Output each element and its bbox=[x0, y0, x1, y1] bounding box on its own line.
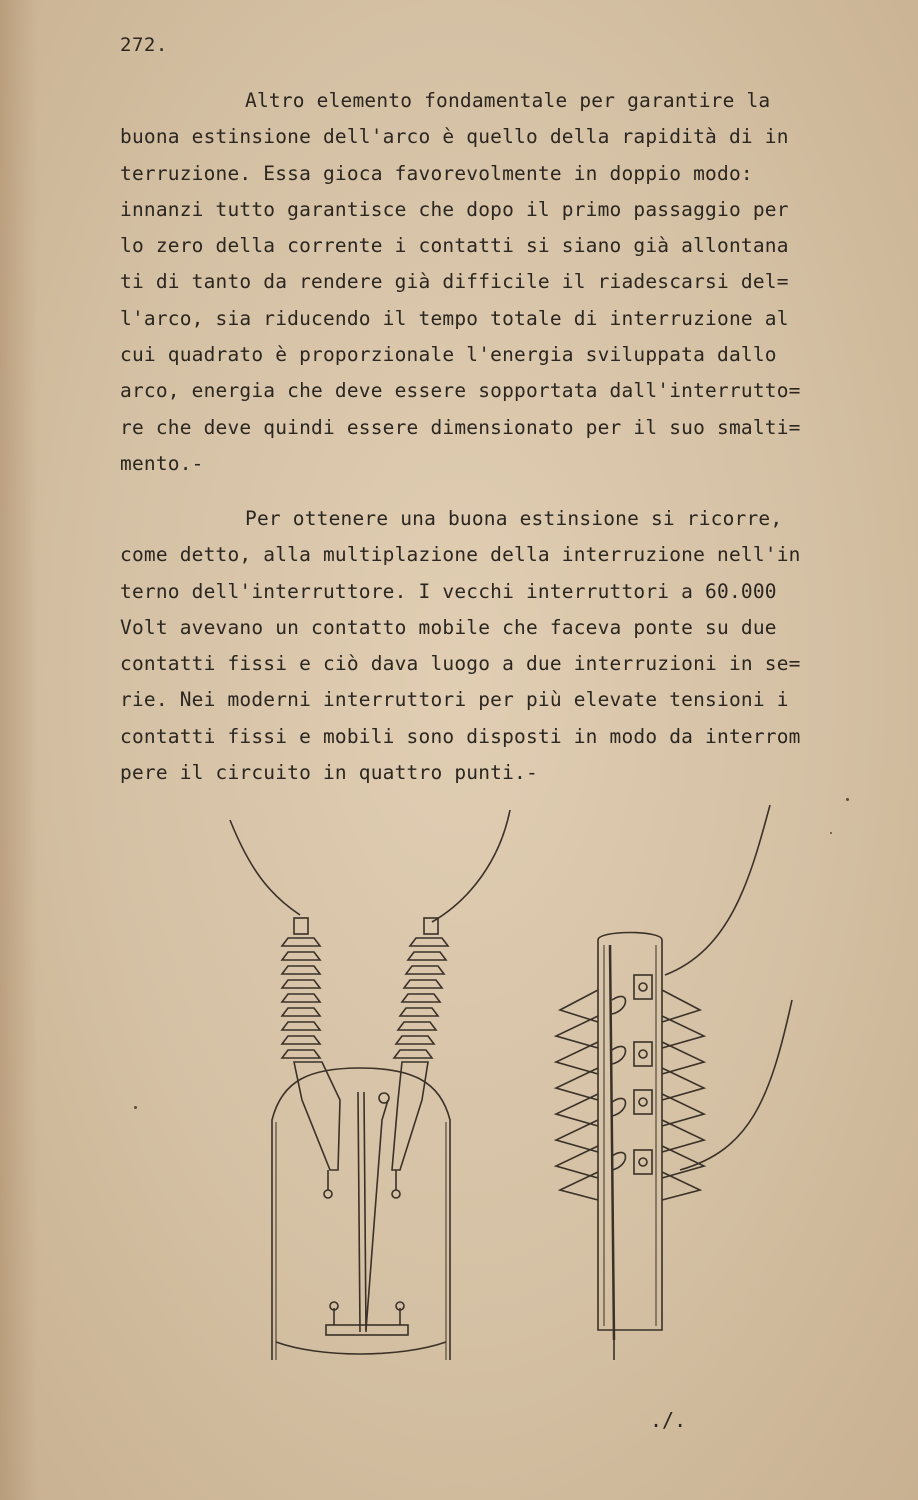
text-line: contatti fissi e ciò dava luogo a due interruzioni in se= bbox=[120, 652, 801, 676]
text-line: ti di tanto da rendere già difficile il riadescarsi del= bbox=[120, 270, 789, 294]
text-line: buona estinsione dell'arco è quello della rapidità di in bbox=[120, 125, 789, 149]
old-breaker-drawing bbox=[230, 810, 510, 1360]
text-line: Altro elemento fondamentale per garantire la bbox=[245, 89, 771, 112]
text-line: terno dell'interruttore. I vecchi interruttori a 60.000 bbox=[120, 579, 777, 603]
text-line: mento.- bbox=[120, 451, 204, 475]
text-line: innanzi tutto garantisce che dopo il primo passaggio per bbox=[120, 197, 789, 221]
text-line: Volt avevano un contatto mobile che faceva ponte su due bbox=[120, 615, 777, 639]
text-line: terruzione. Essa gioca favorevolmente in doppio modo: bbox=[120, 161, 753, 185]
circuit-breaker-illustration bbox=[210, 800, 830, 1360]
moving-contacts bbox=[612, 996, 626, 1170]
page-number: 272. bbox=[120, 34, 168, 56]
left-insulator-sheds bbox=[556, 990, 598, 1200]
text-line: arco, energia che deve essere sopportata dall'interrutto= bbox=[120, 379, 801, 403]
left-bushing bbox=[282, 918, 340, 1198]
modern-breaker-drawing bbox=[556, 805, 792, 1360]
oil-tank bbox=[272, 1068, 450, 1360]
paper-speck bbox=[846, 798, 849, 801]
paragraph-rapidita-interruzione bbox=[120, 83, 840, 482]
continuation-mark: ./. bbox=[650, 1408, 687, 1432]
text-line: contatti fissi e mobili sono disposti in modo da interrom bbox=[120, 724, 801, 748]
right-bushing bbox=[392, 918, 448, 1198]
paragraph-multiplazione-interruzione bbox=[120, 501, 840, 791]
text-line: l'arco, sia riducendo il tempo totale di interruzione al bbox=[120, 306, 789, 330]
text-line: rie. Nei moderni interruttori per più elevate tensioni i bbox=[120, 688, 789, 712]
text-line: cui quadrato è proporzionale l'energia sviluppata dallo bbox=[120, 343, 777, 367]
text-line: Per ottenere una buona estinsione si ricorre, bbox=[245, 507, 783, 530]
paper-speck bbox=[134, 1106, 137, 1109]
paper-speck bbox=[830, 832, 832, 834]
text-line: pere il circuito in quattro punti.- bbox=[120, 761, 538, 785]
text-line: come detto, alla multiplazione della interruzione nell'in bbox=[120, 543, 801, 567]
page-edge-shadow bbox=[0, 0, 38, 1500]
fixed-contacts bbox=[634, 975, 652, 1174]
text-line: re che deve quindi essere dimensionato per il suo smalti= bbox=[120, 415, 801, 439]
text-line: lo zero della corrente i contatti si siano già allontana bbox=[120, 234, 789, 258]
